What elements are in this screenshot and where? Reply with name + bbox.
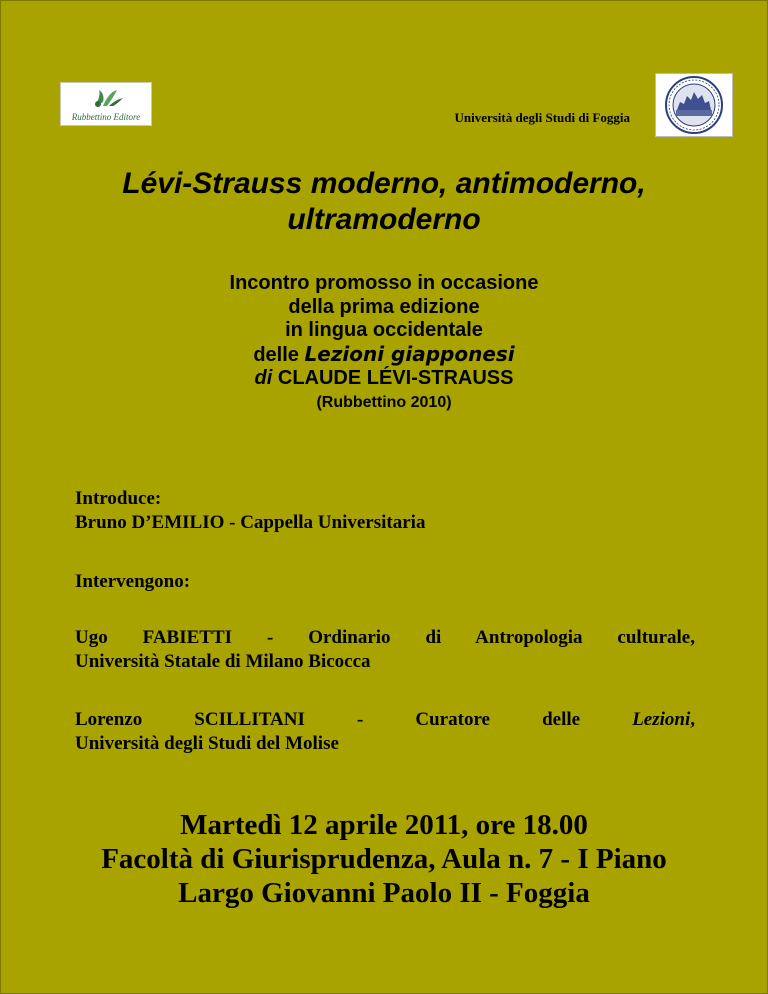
speaker-2-comma: , — [690, 709, 695, 730]
event-location: Facoltà di Giurisprudenza, Aula n. 7 - I Piano — [101, 843, 667, 875]
sprout-icon — [91, 86, 125, 108]
seal-icon — [656, 74, 732, 136]
introduce-speaker: Bruno D’EMILIO - Cappella Universitaria — [75, 512, 426, 533]
event-date-time: Martedì 12 aprile 2011, ore 18.00 — [180, 809, 588, 841]
event-title — [0, 166, 768, 238]
subtitle-line-1: Incontro promosso in occasione — [229, 272, 539, 294]
university-seal — [655, 73, 733, 137]
speaker-1-line-1: Ugo FABIETTI - Ordinario di Antropologia culturale, — [75, 627, 695, 648]
book-title: Lezioni giapponesi — [304, 341, 515, 366]
publisher-year: (Rubbettino 2010) — [316, 393, 452, 411]
event-subtitle — [0, 272, 768, 414]
speaker-2-line-1 — [75, 708, 695, 732]
speaker-2 — [75, 708, 695, 756]
publisher-logo — [60, 82, 152, 126]
speaker-1-line-2: Università Statale di Milano Bicocca — [75, 651, 371, 672]
speaker-2-name: Lorenzo SCILLITANI - Curatore delle — [75, 709, 633, 730]
publisher-logo-text: Rubbettino Editore — [71, 112, 141, 122]
event-details — [0, 808, 768, 910]
introduce-label: Introduce: — [75, 488, 162, 509]
subtitle-line-5 — [0, 367, 768, 391]
subtitle-line-3: in lingua occidentale — [285, 319, 483, 341]
event-address: Largo Giovanni Paolo II - Foggia — [178, 877, 590, 909]
subtitle-line-2: della prima edizione — [288, 295, 480, 318]
delle-text: delle — [253, 343, 305, 366]
university-name: Università degli Studi di Foggia — [454, 110, 630, 125]
subtitle-line-4 — [0, 343, 768, 368]
intervengono-label: Intervengono: — [75, 571, 191, 592]
speaker-2-line-2: Università degli Studi del Molise — [75, 733, 339, 754]
speaker-1 — [75, 626, 695, 674]
author-name: CLAUDE LÉVI-STRAUSS — [272, 367, 514, 389]
speaker-2-lezioni: Lezioni — [632, 709, 691, 730]
title-line-1: Lévi-Strauss moderno, antimoderno, — [122, 167, 646, 200]
title-line-2: ultramoderno — [287, 203, 481, 236]
introduce-section — [75, 487, 695, 535]
di-text: di — [254, 367, 273, 389]
